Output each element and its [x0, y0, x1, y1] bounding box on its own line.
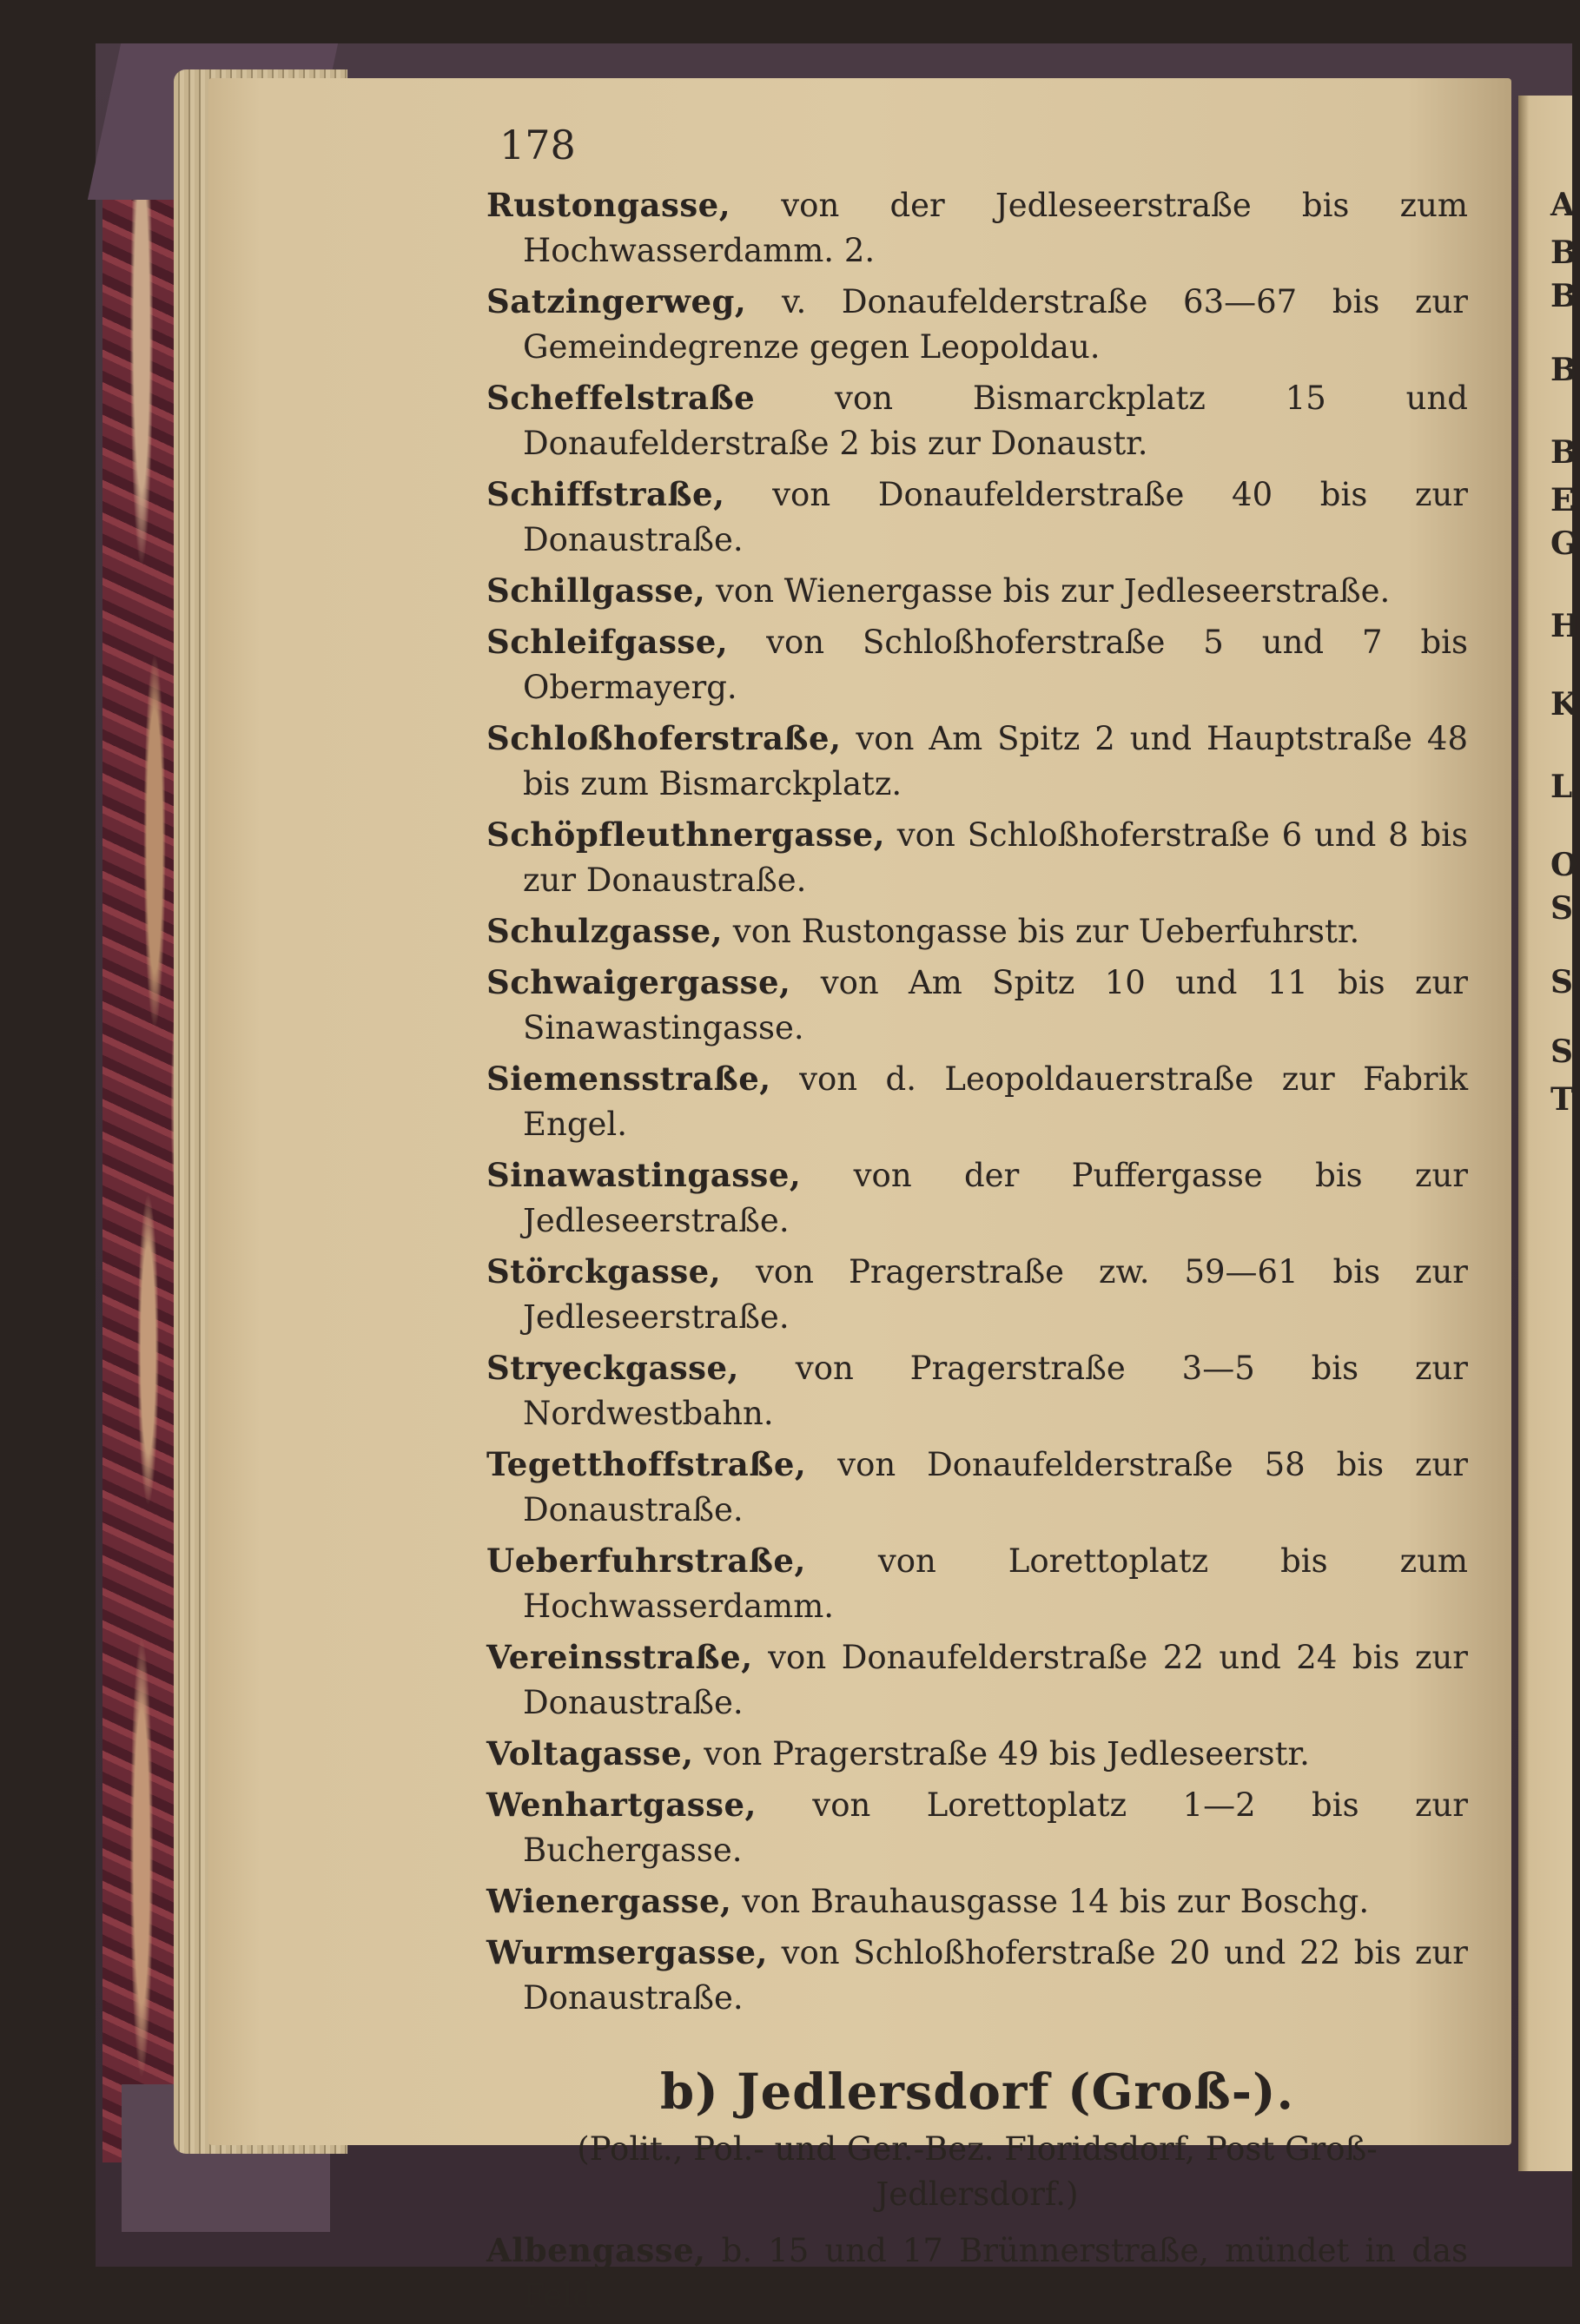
street-entry — [486, 1634, 1468, 1726]
street-name: Sinawastingasse, — [486, 1156, 802, 1194]
street-name: Wenhartgasse, — [486, 1786, 757, 1824]
street-entry — [486, 1538, 1468, 1629]
street-name: Stryeckgasse, — [486, 1349, 739, 1387]
street-entry — [486, 1249, 1468, 1340]
street-description: von Schloßhoferstraße 5 und 7 bis Obermayerg. — [523, 624, 1468, 706]
street-entry — [486, 812, 1468, 903]
facing-page-letter: O — [1550, 847, 1578, 883]
facing-page-letter: B — [1550, 234, 1577, 271]
street-name: Schwaigergasse, — [486, 963, 791, 1001]
street-entry — [486, 1731, 1468, 1777]
street-entry — [486, 279, 1468, 370]
facing-page-letter: K — [1550, 686, 1578, 723]
facing-page-letter: T — [1550, 1081, 1574, 1118]
street-name: Rustongasse, — [486, 186, 731, 224]
street-entry — [486, 375, 1468, 466]
street-name: Schulzgasse, — [486, 912, 724, 950]
street-name: Wienergasse, — [486, 1882, 732, 1920]
street-description: von der Puffergasse bis zur Jedleseerstraße. — [523, 1157, 1468, 1239]
street-name: Schiffstraße, — [486, 475, 725, 513]
facing-page-letter: A — [1550, 187, 1575, 223]
street-entry — [486, 1930, 1468, 2021]
street-description: von Schloßhoferstraße 20 und 22 bis zur Donaustraße. — [523, 1934, 1468, 2017]
street-name: Siemensstraße, — [486, 1060, 771, 1098]
facing-page-letter: B — [1550, 434, 1577, 471]
street-entry — [486, 960, 1468, 1051]
street-entry — [486, 908, 1468, 954]
street-entry — [486, 568, 1468, 614]
facing-page-letter: E — [1550, 482, 1575, 518]
street-entry — [486, 1056, 1468, 1147]
street-name: Voltagasse, — [486, 1734, 694, 1773]
street-description: von Donaufelderstraße 40 bis zur Donaustraße. — [523, 476, 1468, 558]
street-name: Tegetthoffstraße, — [486, 1445, 807, 1483]
street-entry — [486, 1782, 1468, 1873]
section-note: (Polit., Pol.- und Ger.-Bez. Floridsdorf, Post Groß-Jedlersdorf.) — [577, 2130, 1378, 2213]
street-name: Wurmsergasse, — [486, 1933, 768, 1971]
street-description: v. Donaufelderstraße 63—67 bis zur Gemeindegrenze gegen Leopoldau. — [523, 283, 1468, 366]
street-description: von Pragerstraße 49 bis Jedleseerstr. — [693, 1735, 1310, 1773]
street-description: b. 15 und 17 Brünnerstraße, mündet in das Feld. — [523, 2232, 1468, 2314]
street-name: Störckgasse, — [486, 1252, 722, 1291]
street-description: von der Jedleseerstraße bis zum Hochwasserdamm. 2. — [523, 187, 1468, 269]
street-description: von Schloßhoferstraße 6 und 8 bis zur Donaustraße. — [523, 816, 1468, 899]
street-name: Albengasse, — [486, 2231, 706, 2269]
street-name: Scheffelstraße — [486, 379, 756, 417]
facing-page-edge — [1518, 96, 1575, 2171]
section-heading: b) Jedlersdorf (Groß-). — [660, 2063, 1294, 2121]
street-entry — [486, 1442, 1468, 1533]
street-description: von Rustongasse bis zur Ueberfuhrstr. — [723, 913, 1360, 950]
facing-page-letter: B — [1550, 278, 1577, 314]
street-description: von Donaufelderstraße 58 bis zur Donaustraße. — [523, 1446, 1468, 1528]
street-entry — [486, 182, 1468, 274]
street-description: von Donaufelderstraße 22 und 24 bis zur Donaustraße. — [523, 1639, 1468, 1721]
facing-page-letter: S — [1550, 1033, 1573, 1070]
facing-page-letter: L — [1550, 769, 1573, 805]
street-name: Satzingerweg, — [486, 282, 747, 320]
street-description: von Am Spitz 10 und 11 bis zur Sinawastingasse. — [523, 964, 1468, 1046]
street-entry — [486, 1878, 1468, 1925]
street-name: Schöpfleuthnergasse, — [486, 815, 885, 854]
street-description: von Am Spitz 2 und Hauptstraße 48 bis zum Bismarckplatz. — [523, 720, 1468, 802]
street-description: von d. Leopoldauerstraße zur Fabrik Engel. — [523, 1060, 1468, 1143]
facing-page-letter: S — [1550, 964, 1573, 1000]
facing-page-letter: H — [1550, 608, 1580, 644]
street-entry — [486, 1345, 1468, 1436]
street-name: Ueberfuhrstraße, — [486, 1542, 806, 1580]
facing-page-letter: S — [1550, 890, 1573, 927]
street-directory — [486, 182, 1468, 2324]
street-description: von Brauhausgasse 14 bis zur Boschg. — [731, 1883, 1370, 1920]
street-entry — [486, 716, 1468, 807]
street-description: von Lorettoplatz 1—2 bis zur Buchergasse. — [523, 1786, 1468, 1869]
street-entry — [486, 619, 1468, 710]
street-entry — [486, 472, 1468, 563]
street-name: Schloßhoferstraße, — [486, 719, 842, 757]
facing-page-letter: B — [1550, 352, 1577, 388]
page-number: 178 — [499, 122, 576, 168]
street-name: Vereinsstraße, — [486, 1638, 753, 1676]
street-entry — [486, 1152, 1468, 1244]
street-entry — [486, 2228, 1468, 2319]
street-description: von Lorettoplatz bis zum Hochwasserdamm. — [523, 1542, 1468, 1625]
street-description: von Pragerstraße zw. 59—61 bis zur Jedleseerstraße. — [523, 1253, 1468, 1336]
street-description: von Pragerstraße 3—5 bis zur Nordwestbahn. — [523, 1350, 1468, 1432]
street-name: Schleifgasse, — [486, 623, 729, 661]
street-description: von Wienergasse bis zur Jedleseerstraße. — [705, 572, 1391, 610]
street-description: von Bismarckplatz 15 und Donaufelderstraße 2 bis zur Donaustr. — [523, 380, 1468, 462]
street-name: Schillgasse, — [486, 571, 706, 610]
facing-page-letter: G — [1550, 525, 1577, 562]
